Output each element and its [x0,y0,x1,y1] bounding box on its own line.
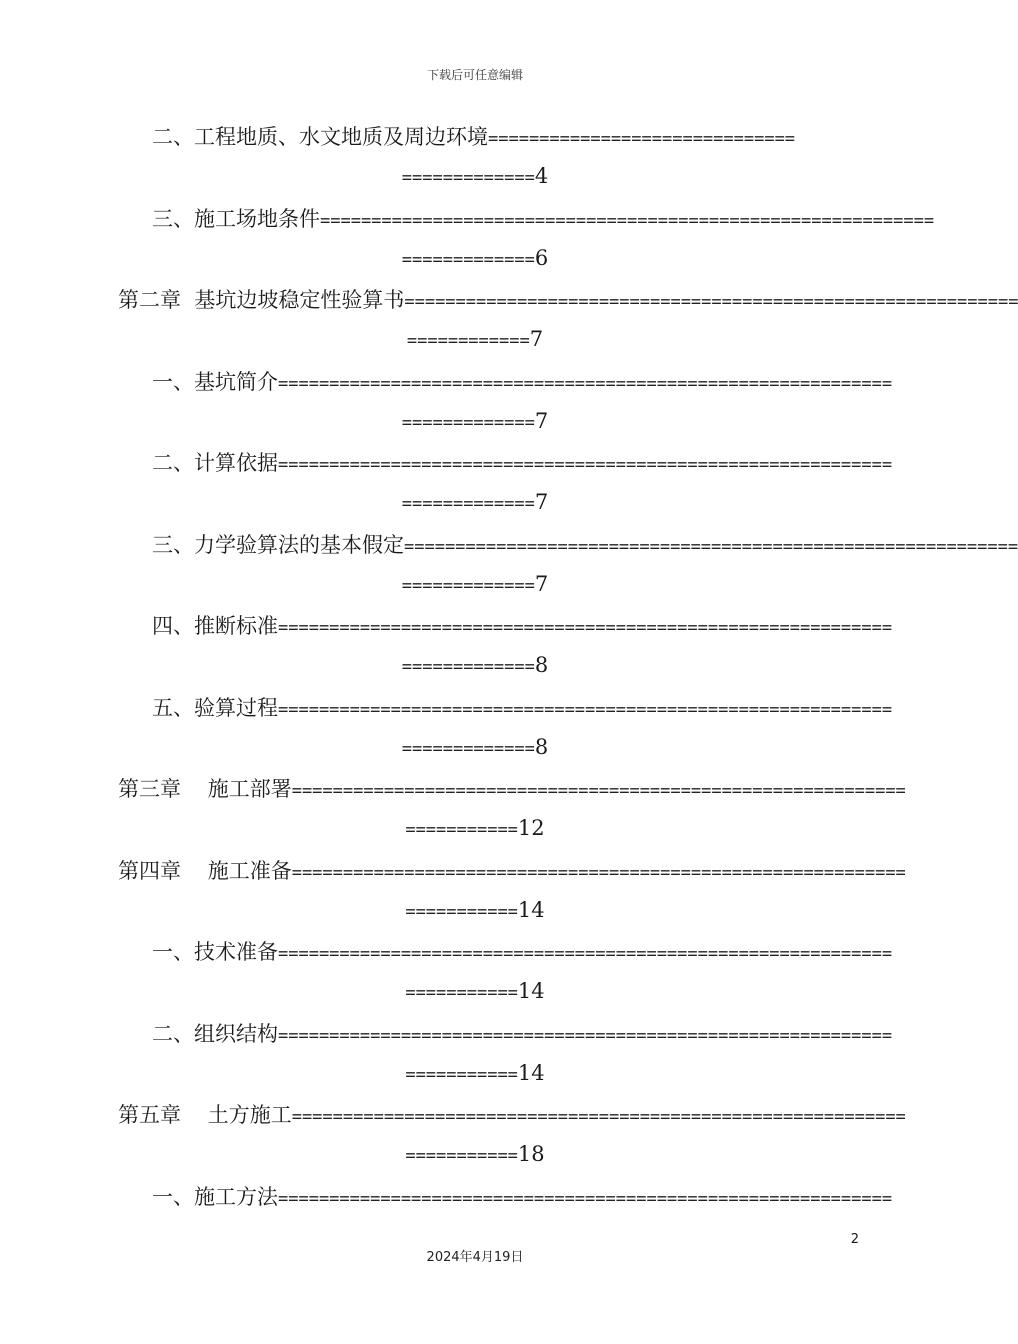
toc-dot-leader: ============================================================ [278,1188,893,1209]
toc-dot-leader: ============================================================ [278,699,893,720]
toc-entry-line [118,283,1018,317]
toc-entry[interactable] [0,120,950,202]
page-number: 2 [850,1232,859,1247]
toc-entry-title: 一、基坑简介 [152,369,278,394]
toc-entry-continuation [0,1138,950,1170]
toc-dot-leader: ============================================================ [320,210,935,231]
toc-page-number: 6 [534,245,549,270]
toc-entry[interactable] [0,283,1018,365]
toc-dot-leader: =========== [405,1064,518,1085]
toc-entry-line [152,365,893,399]
toc-dot-leader: ============================================================ [291,862,906,883]
toc-dot-leader: ============= [401,494,535,514]
toc-entry-continuation [0,1057,950,1089]
toc-entry-line [152,1017,893,1051]
toc-page-number: 7 [529,327,544,351]
toc-dot-leader: ============================================================ [278,373,893,394]
toc-page-number: 7 [534,571,549,596]
toc-entry-continuation [0,649,950,681]
toc-dot-leader: ============================================================ [404,536,1018,557]
toc-page-number: 8 [534,734,549,759]
toc-entry[interactable] [0,772,950,854]
toc-entry-title: 二、组织结构 [152,1021,278,1046]
toc-entry-title: 第二章 基坑边坡稳定性验算书 [118,288,405,312]
toc-dot-leader: ============================== [488,129,796,149]
toc-entry-title: 第五章 土方施工 [118,1103,292,1127]
toc-entry-title: 二、计算依据 [152,451,278,475]
toc-entry[interactable] [0,202,950,284]
toc-page-number: 14 [517,897,545,922]
toc-entry[interactable] [0,1017,950,1099]
toc-dot-leader: ============= [401,657,535,677]
toc-entry-title: 五、验算过程 [152,695,278,720]
toc-dot-leader: ============= [401,412,535,433]
toc-entry-line [118,854,906,888]
toc-entry[interactable] [0,609,950,691]
toc-entry-line [152,528,1018,562]
toc-entry-continuation [0,405,950,437]
toc-entry-continuation [0,242,950,274]
toc-entry-line [118,772,906,806]
toc-entry-line [118,1098,906,1132]
toc-dot-leader: ============================================================ [278,944,893,964]
toc-entry-line [152,120,858,154]
toc-entry[interactable] [0,691,950,773]
toc-entry-line [152,691,893,725]
toc-entry-continuation [0,486,950,518]
table-of-contents [0,120,1018,1261]
toc-dot-leader: =========== [405,820,518,840]
toc-entry-line [152,935,893,969]
toc-dot-leader: =========== [405,901,518,922]
toc-page-number: 18 [517,1142,545,1166]
toc-entry-line [152,609,893,643]
toc-entry-title: 一、施工方法 [152,1184,278,1209]
toc-entry-continuation [0,568,950,600]
toc-dot-leader: ============= [401,738,535,759]
toc-entry-title: 第三章 施工部署 [118,777,292,801]
toc-dot-leader: ============================================================ [404,292,1018,312]
toc-entry-continuation [0,812,950,844]
toc-dot-leader: ============================================================ [278,1025,893,1046]
toc-entry[interactable] [0,854,950,936]
toc-entry-line [152,202,935,236]
toc-entry-continuation [0,894,950,926]
toc-entry[interactable] [0,365,950,447]
toc-entry-line [152,1180,893,1214]
toc-dot-leader: ============================================================ [291,781,906,801]
toc-dot-leader: =========== [405,983,518,1003]
toc-dot-leader: ============= [401,168,535,188]
toc-entry-continuation [0,160,950,192]
toc-page-number: 14 [517,1060,545,1085]
toc-page-number: 4 [534,164,549,188]
toc-entry-continuation [0,731,950,763]
toc-dot-leader: ============= [401,249,535,270]
toc-page-number: 8 [534,653,549,677]
page-footer-date: 2024年4月19日 [426,1250,524,1265]
toc-dot-leader: =========== [405,1146,518,1166]
toc-page-number: 12 [517,816,545,840]
toc-entry[interactable] [0,935,950,1017]
toc-entry-title: 一、技术准备 [152,940,278,964]
toc-dot-leader: ============= [401,575,535,596]
toc-dot-leader: ============ [406,331,530,351]
toc-entry-title: 二、工程地质、水文地质及周边环境 [152,125,488,149]
toc-entry[interactable] [0,446,950,528]
toc-page-number: 7 [534,408,549,433]
toc-entry-title: 第四章 施工准备 [118,858,292,883]
toc-dot-leader: ============================================================ [278,455,893,475]
toc-dot-leader: ============================================================ [291,1107,906,1127]
toc-page-number: 14 [517,979,545,1003]
toc-entry-continuation [0,975,950,1007]
toc-entry-title: 三、施工场地条件 [152,206,320,231]
toc-entry[interactable] [0,528,1018,610]
toc-page-number: 7 [534,490,549,514]
toc-entry-title: 四、推断标准 [152,614,278,638]
toc-dot-leader: ============================================================ [278,618,893,638]
toc-entry-title: 三、力学验算法的基本假定 [152,532,404,557]
toc-entry-continuation [0,323,950,355]
toc-entry-line [152,446,893,480]
toc-entry[interactable] [0,1098,950,1180]
page-header: 下载后可任意编辑 [426,68,523,82]
